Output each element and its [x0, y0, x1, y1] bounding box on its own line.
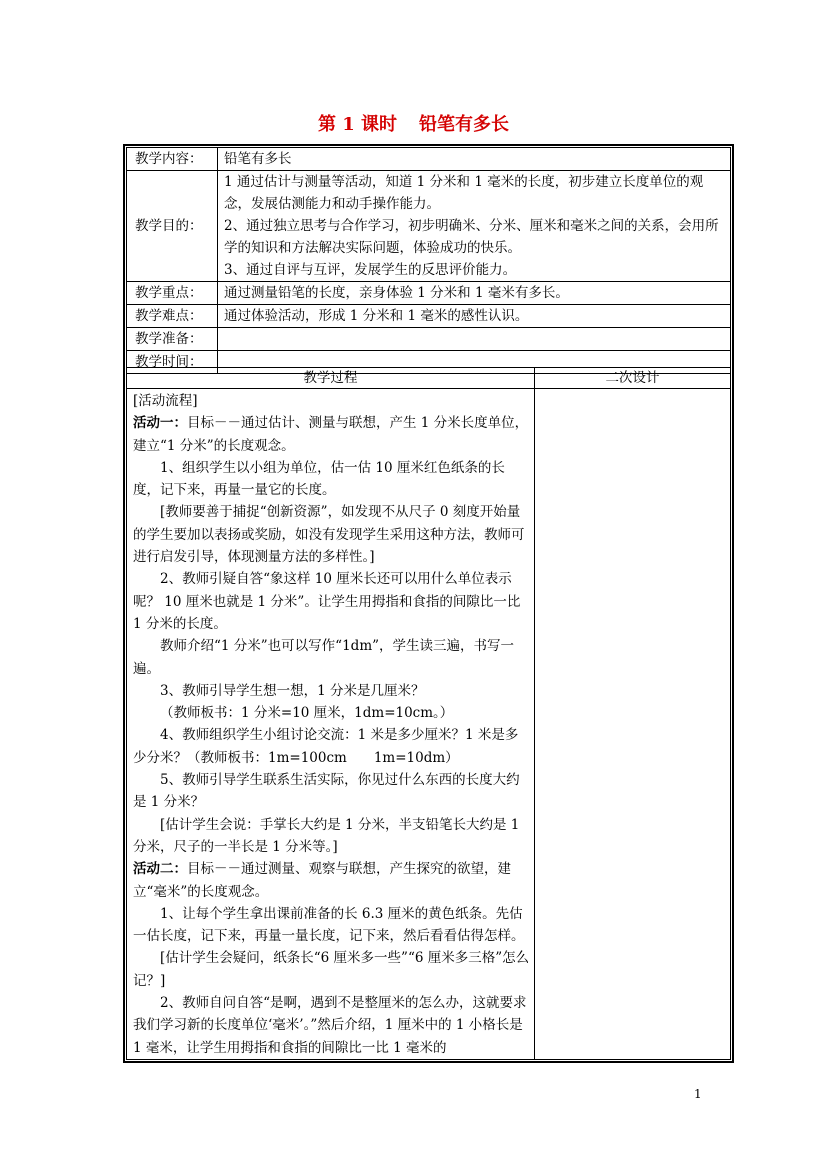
- activity-one-label: 活动一：: [133, 415, 187, 432]
- process-paragraph: 3、教师引导学生想一想，1 分米是几厘米？: [160, 682, 425, 699]
- process-paragraph: 1、让每个学生拿出课前准备的长 6.3 厘米的黄色纸条。先估一估长度，记下来，再量一量长度，记下来，然后看看估得怎样。: [133, 905, 525, 945]
- process-header-row: [126, 367, 731, 389]
- difficulty-row: [127, 305, 731, 328]
- lesson-topic: 铅笔有多长: [419, 114, 510, 135]
- goal-label: 教学目的：: [127, 171, 218, 282]
- activity-two: [133, 858, 531, 903]
- key-label: 教学重点：: [127, 282, 218, 305]
- process-paragraph: [估计学生会疑问，纸条长“6 厘米多一些”“6 厘米多三格”怎么记？]: [133, 950, 530, 989]
- prep-label: 教学准备：: [127, 328, 218, 351]
- key-value: 通过测量铅笔的长度，亲身体验 1 分米和 1 毫米有多长。: [218, 282, 731, 305]
- prep-row: [127, 328, 731, 351]
- process-paragraph: 2、教师自问自答“是啊，遇到不是整厘米的怎么办，这就要求我们学习新的长度单位‘毫米’。”然后介绍，1 厘米中的 1 小格长是 1 毫米，让学生用拇指和食指的间隙比一比 1 毫米的: [133, 995, 527, 1056]
- page-number: 1: [694, 1087, 702, 1101]
- page-title: [0, 110, 827, 136]
- activity-two-goal: 目标－－通过测量、观察与联想，产生探究的欲望，建立“毫米”的长度观念。: [133, 861, 511, 900]
- second-design-header: 二次设计: [534, 367, 731, 389]
- goal-item: 2、通过独立思考与合作学习，初步明确米、分米、厘米和毫米之间的关系，会用所学的知识和方法解决实际问题，体验成功的快乐。: [224, 218, 719, 256]
- process-paragraph: 4、教师组织学生小组讨论交流：1 米是多少厘米？1 米是多少分米？（教师板书：1m=100cm 1m=10dm）: [133, 727, 519, 766]
- process-paragraph: 1、组织学生以小组为单位，估一估 10 厘米红色纸条的长度，记下来，再量一量它的长度。: [133, 459, 505, 499]
- process-paragraph: 2、教师引疑自答“象这样 10 厘米长还可以用什么单位表示呢？ 10 厘米也就是 1 分米”。让学生用拇指和食指的间隙比一比 1 分米的长度。: [133, 571, 521, 632]
- difficulty-label: 教学难点：: [127, 305, 218, 328]
- content-row: [127, 148, 731, 171]
- goal-item: 1 通过估计与测量等活动，知道 1 分米和 1 毫米的长度，初步建立长度单位的观念，发展估测能力和动手操作能力。: [224, 174, 704, 212]
- process-paragraph: 5、教师引导学生联系生活实际，你见过什么东西的长度大约是 1 分米？: [133, 772, 520, 811]
- difficulty-value: 通过体验活动，形成 1 分米和 1 毫米的感性认识。: [218, 305, 731, 328]
- second-design-column: [534, 388, 731, 1060]
- lesson-number: 第 1 课时: [317, 114, 398, 135]
- process-paragraph: [估计学生会说：手掌长大约是 1 分米，半支铅笔长大约是 1 分米，尺子的一半长是 1 分米等。]: [133, 816, 520, 855]
- content-label: 教学内容：: [127, 148, 218, 171]
- process-text: [133, 390, 531, 1059]
- prep-value: [218, 328, 731, 351]
- process-header: 教学过程: [126, 367, 535, 389]
- goal-row: [127, 171, 731, 282]
- lesson-info-table: [126, 147, 731, 374]
- goal-item: 3、通过自评与互评，发展学生的反思评价能力。: [224, 262, 517, 278]
- activity-two-label: 活动二：: [133, 861, 187, 878]
- activity-one: [133, 412, 531, 457]
- process-paragraph: 教师介绍“1 分米”也可以写作“1dm”，学生读三遍，书写一遍。: [133, 638, 515, 677]
- process-paragraph: [教师要善于捕捉“创新资源”，如发现不从尺子 0 刻度开始量的学生要加以表扬或奖励，如没有发现学生采用这种方法，教师可进行启发引导，体现测量方法的多样性。]: [133, 504, 525, 566]
- activity-one-goal: 目标－－通过估计、测量与联想，产生 1 分米长度单位，建立“1 分米”的长度观念。: [133, 415, 529, 454]
- key-row: [127, 282, 731, 305]
- content-value: 铅笔有多长: [218, 148, 731, 171]
- goal-list: [218, 171, 731, 282]
- activity-flow-label: [活动流程]: [133, 393, 198, 409]
- time-label: 教学时间：: [127, 351, 218, 374]
- process-paragraph: （教师板书：1 分米=10 厘米，1dm=10cm。）: [160, 705, 454, 722]
